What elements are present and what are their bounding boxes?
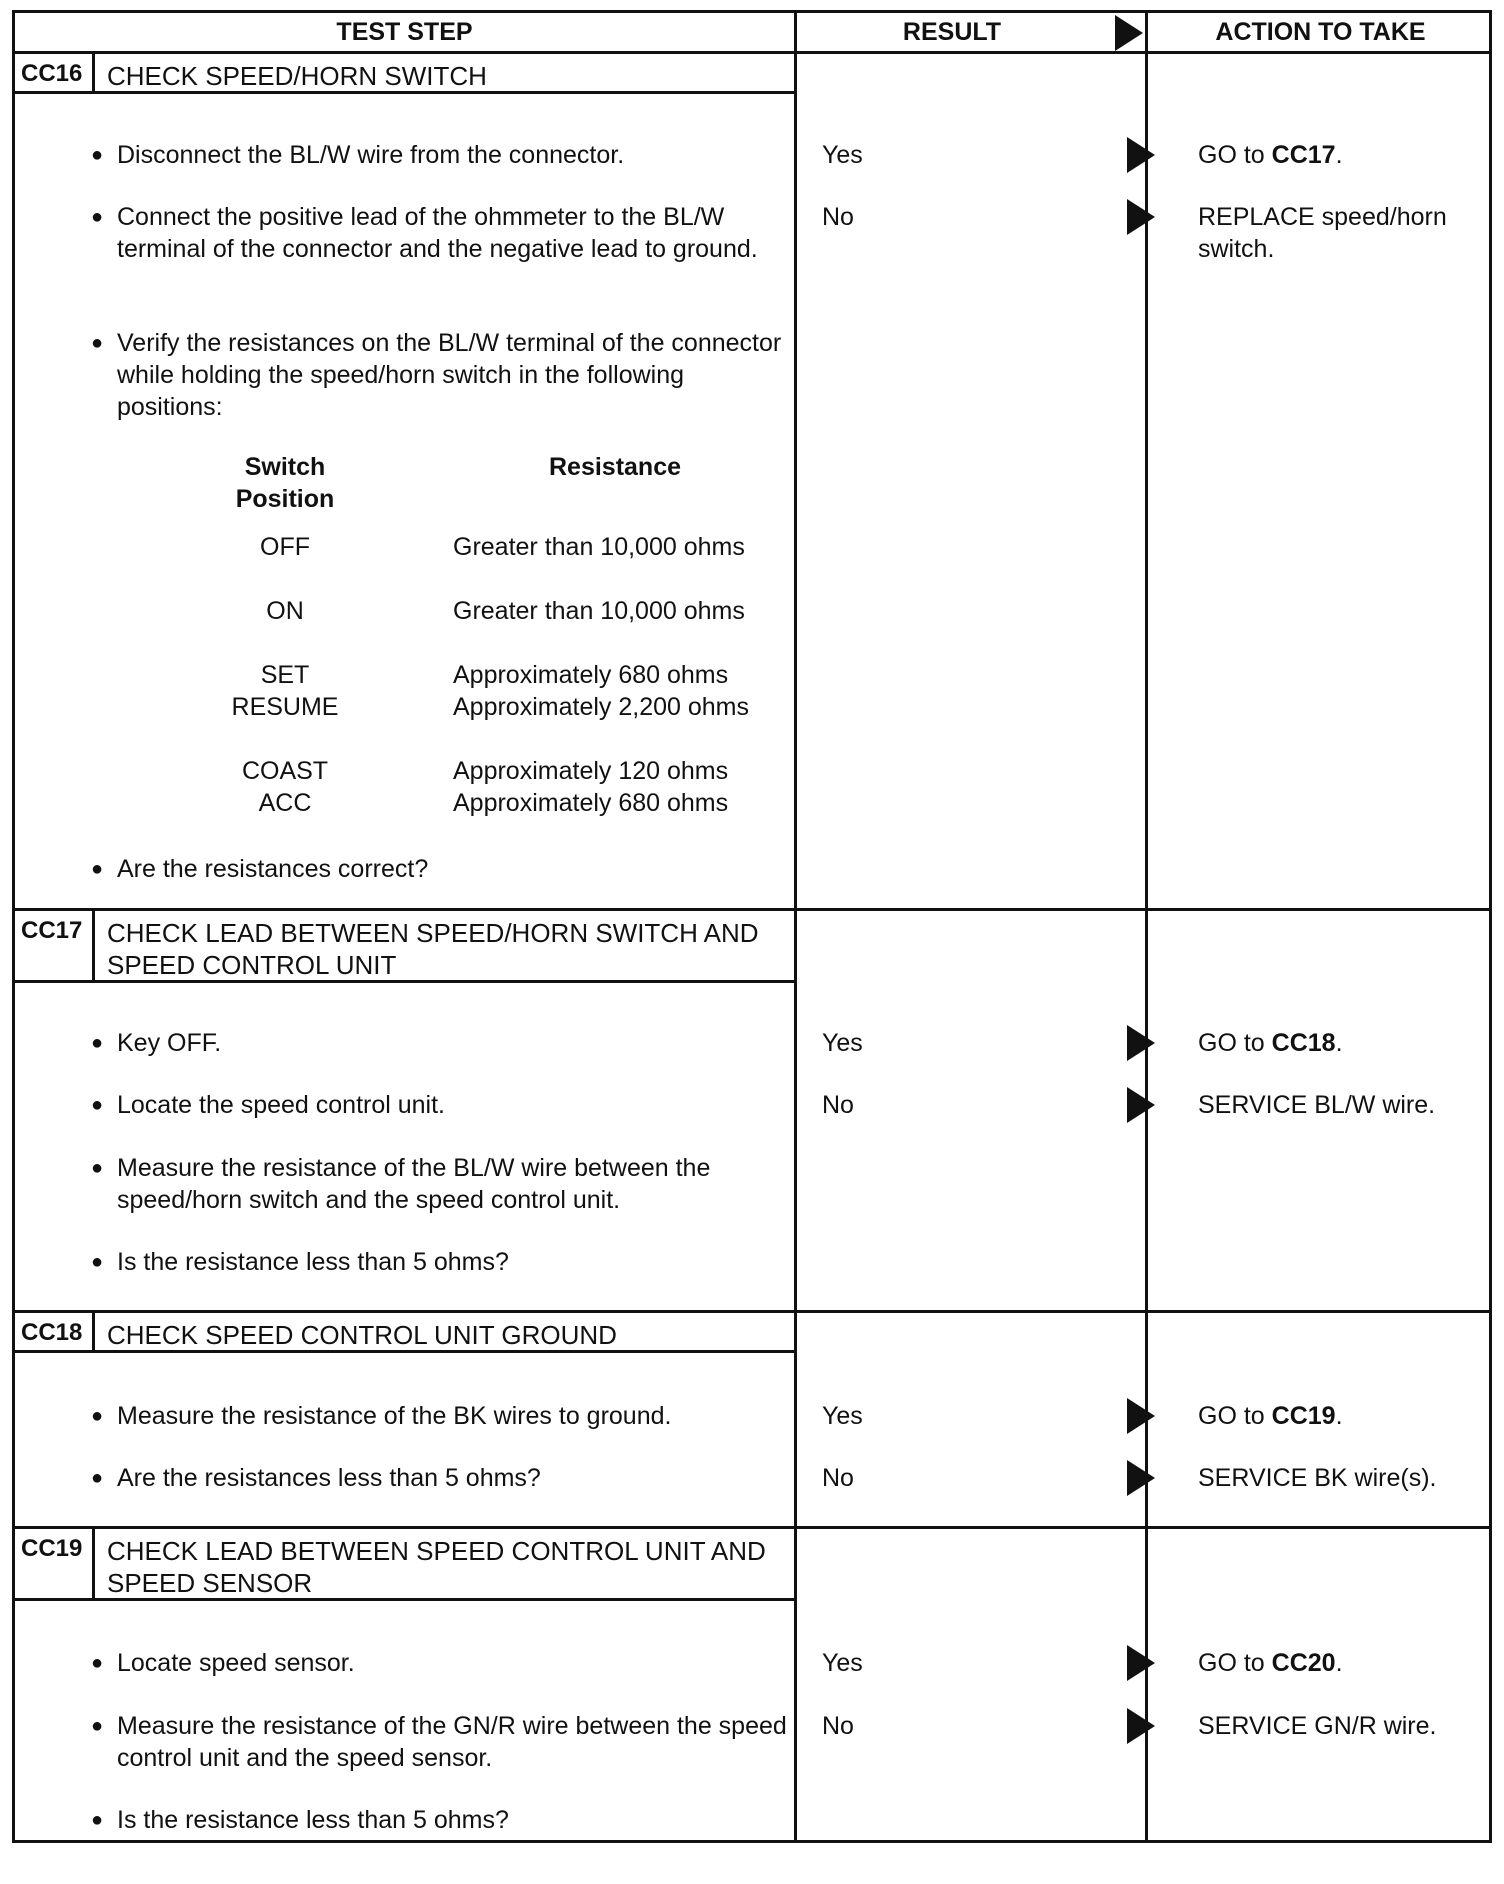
switch-position: SET: [260, 661, 310, 689]
step-id: CC18: [15, 1313, 95, 1350]
step-bullet: ● Measure the resistance of the BL/W wire between the speed/horn switch and the speed control unit.: [117, 1152, 787, 1216]
step-title: CHECK SPEED/HORN SWITCH: [107, 61, 487, 91]
result-no: No: [822, 1091, 854, 1119]
switch-position: ACC: [258, 789, 312, 817]
step-bullet: ● Are the resistances less than 5 ohms?: [117, 1462, 787, 1494]
result-yes: Yes: [822, 1649, 863, 1677]
step-bullet: ● Connect the positive lead of the ohmmeter to the BL/W terminal of the connector and the negative lead to ground.: [117, 201, 787, 265]
result-yes: Yes: [822, 141, 863, 169]
arrow-icon: [1127, 1460, 1155, 1496]
step-id: CC17: [15, 911, 95, 980]
step-header-cc17: [15, 911, 794, 983]
arrow-icon: [1127, 199, 1155, 235]
step-bullet: ● Is the resistance less than 5 ohms?: [117, 1246, 787, 1278]
header-action: ACTION TO TAKE: [1215, 17, 1426, 46]
action-text: GO to CC19.: [1198, 1402, 1343, 1430]
arrow-icon: [1127, 1645, 1155, 1681]
result-no: No: [822, 1712, 854, 1740]
resistance-value: Greater than 10,000 ohms: [453, 597, 745, 625]
switch-position: OFF: [260, 533, 310, 561]
step-bullet: ● Measure the resistance of the BK wires to ground.: [117, 1400, 787, 1432]
resistance-value: Approximately 680 ohms: [453, 789, 729, 817]
action-text: SERVICE BL/W wire.: [1198, 1091, 1436, 1119]
step-bullet: ● Locate speed sensor.: [117, 1647, 787, 1679]
step-bullet: ● Is the resistance less than 5 ohms?: [117, 1804, 787, 1836]
step-bullet: ● Key OFF.: [117, 1027, 787, 1059]
result-no: No: [822, 203, 854, 231]
step-header-cc18: [15, 1313, 794, 1353]
step-id: CC19: [15, 1529, 95, 1598]
resistance-value: Approximately 680 ohms: [453, 661, 729, 689]
action-text: GO to CC20.: [1198, 1649, 1343, 1677]
arrow-icon: [1127, 137, 1155, 173]
step-title: CHECK SPEED CONTROL UNIT GROUND: [107, 1320, 617, 1350]
step-title: CHECK LEAD BETWEEN SPEED CONTROL UNIT AND SPEED SENSOR: [107, 1536, 766, 1598]
action-text: REPLACE speed/horn switch.: [1198, 203, 1447, 263]
action-text: GO to CC17.: [1198, 141, 1343, 169]
result-yes: Yes: [822, 1402, 863, 1430]
action-text: SERVICE BK wire(s).: [1198, 1464, 1437, 1492]
switch-position: COAST: [241, 757, 329, 785]
switch-position: RESUME: [231, 693, 339, 721]
test-step-sheet: [12, 10, 1492, 1843]
header-result: RESULT: [902, 17, 1002, 46]
action-text: GO to CC18.: [1198, 1029, 1343, 1057]
table-header-switch-position: Switch Position: [235, 453, 335, 513]
action-text: SERVICE GN/R wire.: [1198, 1712, 1437, 1740]
arrow-icon: [1127, 1087, 1155, 1123]
result-yes: Yes: [822, 1029, 863, 1057]
resistance-value: Approximately 120 ohms: [453, 757, 729, 785]
step-bullet: ● Locate the speed control unit.: [117, 1089, 787, 1121]
step-bullet: ● Measure the resistance of the GN/R wire between the speed control unit and the speed sensor.: [117, 1710, 787, 1774]
arrow-icon: [1127, 1025, 1155, 1061]
table-header-resistance: Resistance: [548, 453, 682, 481]
header-arrow-icon: [1115, 15, 1143, 51]
header-test-step: TEST STEP: [336, 17, 473, 46]
arrow-icon: [1127, 1398, 1155, 1434]
step-bullet: ● Disconnect the BL/W wire from the connector.: [117, 139, 787, 171]
step-bullet: ● Verify the resistances on the BL/W terminal of the connector while holding the speed/horn switch in the following positions:: [117, 327, 787, 423]
step-header-cc16: [15, 54, 794, 94]
step-id: CC16: [15, 54, 95, 91]
arrow-icon: [1127, 1708, 1155, 1744]
step-bullet: ● Are the resistances correct?: [117, 853, 787, 885]
result-no: No: [822, 1464, 854, 1492]
divider-teststep-result: [794, 13, 797, 1840]
resistance-value: Greater than 10,000 ohms: [453, 533, 745, 561]
resistance-value: Approximately 2,200 ohms: [453, 693, 749, 721]
step-title: CHECK LEAD BETWEEN SPEED/HORN SWITCH AND SPEED CONTROL UNIT: [107, 918, 759, 980]
switch-position: ON: [266, 597, 304, 625]
divider-result-action: [1145, 13, 1148, 1840]
step-header-cc19: [15, 1529, 794, 1601]
